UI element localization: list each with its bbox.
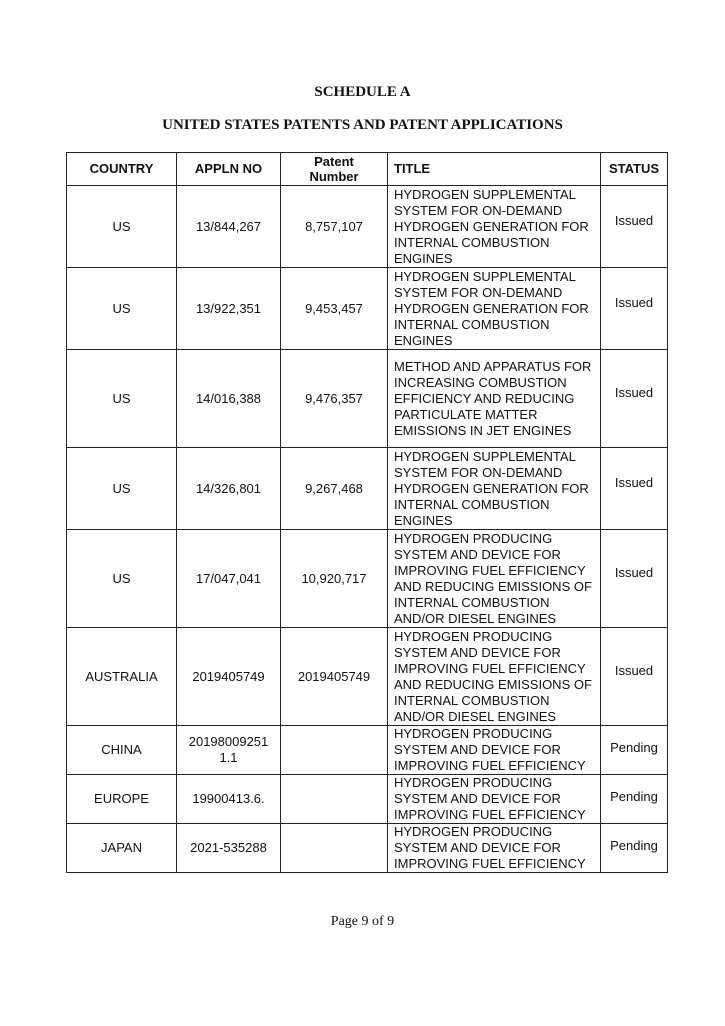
table-row bbox=[67, 350, 668, 448]
cell-appln-no: 17/047,041 bbox=[177, 530, 281, 628]
cell-country: AUSTRALIA bbox=[67, 628, 177, 726]
cell-appln-no: 14/326,801 bbox=[177, 448, 281, 530]
cell-appln-no: 13/844,267 bbox=[177, 186, 281, 268]
table-row bbox=[67, 186, 668, 268]
cell-patent-number: 9,476,357 bbox=[281, 350, 388, 448]
table-row bbox=[67, 628, 668, 726]
table-body bbox=[67, 186, 668, 873]
table-row bbox=[67, 448, 668, 530]
cell-country: US bbox=[67, 530, 177, 628]
cell-appln-no: 19900413.6. bbox=[177, 775, 281, 824]
table-row bbox=[67, 775, 668, 824]
cell-title: METHOD AND APPARATUS FOR INCREASING COMBUSTION EFFICIENCY AND REDUCING PARTICULATE MATTER EMISSIONS IN JET ENGINES bbox=[388, 350, 601, 448]
cell-title: HYDROGEN PRODUCING SYSTEM AND DEVICE FOR IMPROVING FUEL EFFICIENCY bbox=[388, 726, 601, 775]
cell-status: Issued bbox=[601, 350, 668, 448]
cell-status: Pending bbox=[601, 775, 668, 824]
cell-patent-number bbox=[281, 775, 388, 824]
table-subtitle: UNITED STATES PATENTS AND PATENT APPLICATIONS bbox=[162, 117, 563, 133]
cell-status: Issued bbox=[601, 628, 668, 726]
cell-title: HYDROGEN SUPPLEMENTAL SYSTEM FOR ON-DEMAND HYDROGEN GENERATION FOR INTERNAL COMBUSTION ENGINES bbox=[388, 268, 601, 350]
cell-status: Pending bbox=[601, 824, 668, 873]
cell-status: Issued bbox=[601, 530, 668, 628]
table-row bbox=[67, 268, 668, 350]
cell-country: EUROPE bbox=[67, 775, 177, 824]
header-country: COUNTRY bbox=[67, 153, 177, 186]
cell-country: US bbox=[67, 350, 177, 448]
cell-patent-number: 2019405749 bbox=[281, 628, 388, 726]
page-number: Page 9 of 9 bbox=[330, 914, 395, 929]
header-status: STATUS bbox=[601, 153, 668, 186]
cell-title: HYDROGEN PRODUCING SYSTEM AND DEVICE FOR IMPROVING FUEL EFFICIENCY AND REDUCING EMISSIONS OF INTERNAL COMBUSTION AND/OR DIESEL ENGINES bbox=[388, 530, 601, 628]
table-row bbox=[67, 726, 668, 775]
cell-patent-number bbox=[281, 726, 388, 775]
cell-country: US bbox=[67, 186, 177, 268]
cell-appln-no: 2021-535288 bbox=[177, 824, 281, 873]
cell-patent-number: 9,267,468 bbox=[281, 448, 388, 530]
header-title: TITLE bbox=[388, 153, 601, 186]
cell-title: HYDROGEN PRODUCING SYSTEM AND DEVICE FOR IMPROVING FUEL EFFICIENCY bbox=[388, 775, 601, 824]
cell-title: HYDROGEN SUPPLEMENTAL SYSTEM FOR ON-DEMAND HYDROGEN GENERATION FOR INTERNAL COMBUSTION ENGINES bbox=[388, 186, 601, 268]
cell-status: Issued bbox=[601, 268, 668, 350]
header-patent-number: Patent Number bbox=[281, 153, 388, 186]
cell-country: US bbox=[67, 268, 177, 350]
cell-appln-no: 14/016,388 bbox=[177, 350, 281, 448]
cell-status: Issued bbox=[601, 448, 668, 530]
table-row bbox=[67, 824, 668, 873]
cell-appln-no: 13/922,351 bbox=[177, 268, 281, 350]
cell-country: JAPAN bbox=[67, 824, 177, 873]
cell-country: CHINA bbox=[67, 726, 177, 775]
cell-appln-no: 201980092511.1 bbox=[177, 726, 281, 775]
patents-table bbox=[66, 152, 668, 873]
cell-status: Pending bbox=[601, 726, 668, 775]
cell-appln-no: 2019405749 bbox=[177, 628, 281, 726]
cell-status: Issued bbox=[601, 186, 668, 268]
cell-patent-number bbox=[281, 824, 388, 873]
cell-patent-number: 10,920,717 bbox=[281, 530, 388, 628]
table-header-row bbox=[67, 153, 668, 186]
cell-title: HYDROGEN PRODUCING SYSTEM AND DEVICE FOR IMPROVING FUEL EFFICIENCY AND REDUCING EMISSIONS OF INTERNAL COMBUSTION AND/OR DIESEL ENGINES bbox=[388, 628, 601, 726]
cell-title: HYDROGEN SUPPLEMENTAL SYSTEM FOR ON-DEMAND HYDROGEN GENERATION FOR INTERNAL COMBUSTION ENGINES bbox=[388, 448, 601, 530]
cell-title: HYDROGEN PRODUCING SYSTEM AND DEVICE FOR IMPROVING FUEL EFFICIENCY bbox=[388, 824, 601, 873]
schedule-title: SCHEDULE A bbox=[314, 84, 411, 100]
cell-country: US bbox=[67, 448, 177, 530]
cell-patent-number: 8,757,107 bbox=[281, 186, 388, 268]
header-appln-no: APPLN NO bbox=[177, 153, 281, 186]
cell-patent-number: 9,453,457 bbox=[281, 268, 388, 350]
table-row bbox=[67, 530, 668, 628]
